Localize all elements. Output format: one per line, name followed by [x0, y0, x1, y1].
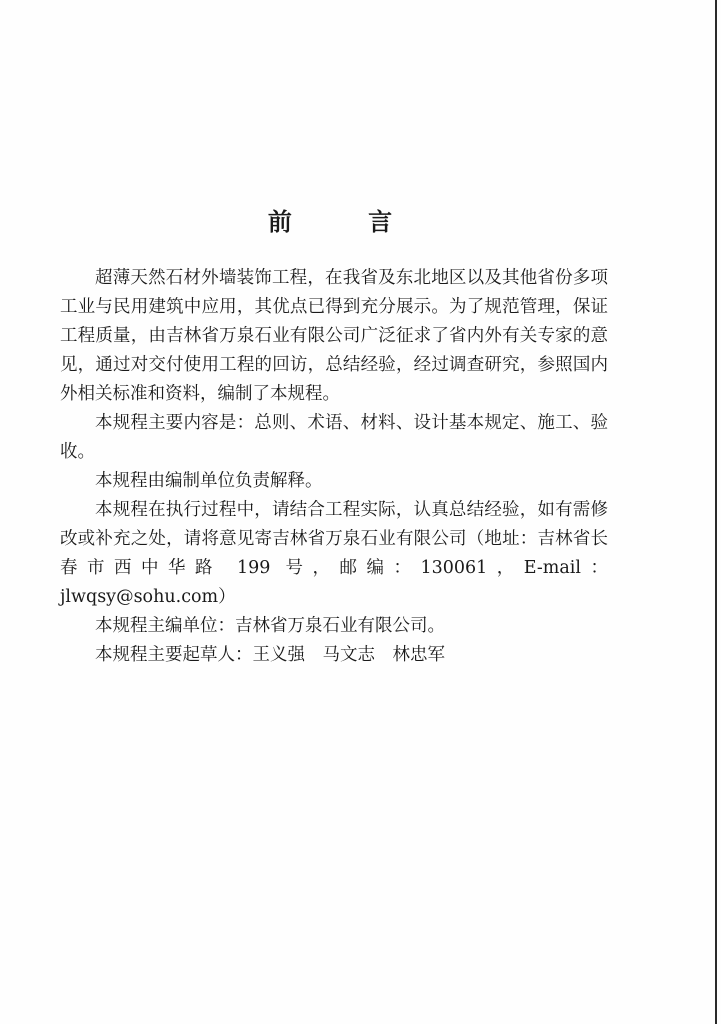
paragraph-chief-editor: 本规程主编单位：吉林省万泉石业有限公司。 [95, 616, 445, 636]
paragraph-feedback: 本规程在执行过程中，请结合工程实际，认真总结经验，如有需修改或补充之处，请将意见寄吉林省万泉石业有限公司（地址：吉林省长春市西中华路 199 号，邮编：130061，E-mail：jlwqsy@sohu.com） [60, 500, 608, 607]
preface-body [60, 264, 608, 670]
page-edge-line [715, 0, 717, 1024]
paragraph-interpretation: 本规程由编制单位负责解释。 [95, 471, 323, 491]
paragraph-contents: 本规程主要内容是：总则、术语、材料、设计基本规定、施工、验收。 [60, 413, 608, 462]
paragraph-drafters: 本规程主要起草人：王义强 马文志 林忠军 [95, 645, 445, 665]
page-title: 前 言 [267, 207, 427, 236]
paragraph-intro: 超薄天然石材外墙装饰工程，在我省及东北地区以及其他省份多项工业与民用建筑中应用，其优点已得到充分展示。为了规范管理，保证工程质量，由吉林省万泉石业有限公司广泛征求了省内外有关专家的意见，通过对交付使用工程的回访，总结经验，经过调查研究，参照国内外相关标准和资料，编制了本规程。 [60, 268, 608, 404]
